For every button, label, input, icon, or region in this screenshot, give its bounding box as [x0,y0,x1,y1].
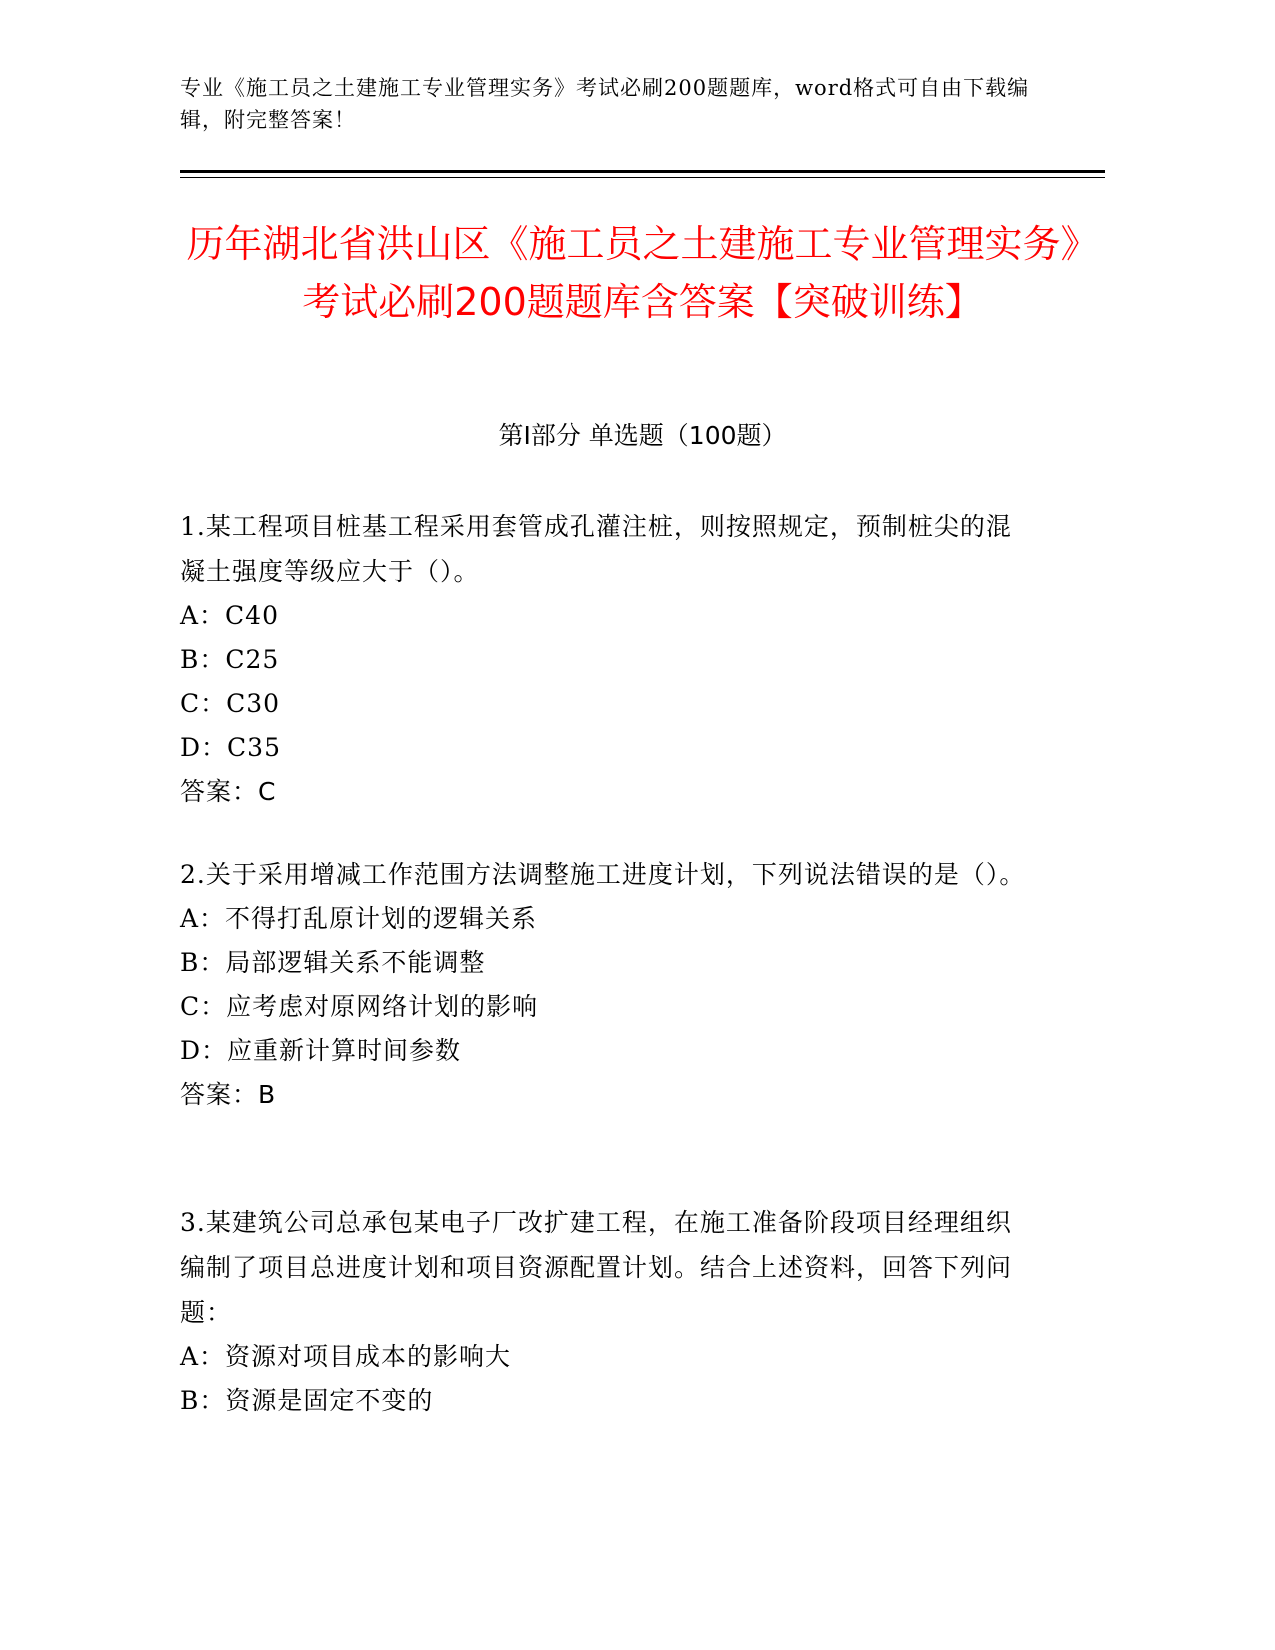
question-stem: 1.某工程项目桩基工程采用套管成孔灌注桩，则按照规定，预制桩尖的混凝土强度等级应大于（）。 [180,512,1012,586]
document-title: 历年湖北省洪山区《施工员之土建施工专业管理实务》考试必刷200题题库含答案【突破训练】 [186,222,1099,324]
option-b: B：C25 [180,645,280,674]
question-stem: 2.关于采用增减工作范围方法调整施工进度计划，下列说法错误的是（）。 [180,860,1026,889]
answer: 答案：B [180,1080,277,1109]
question-3 [180,1200,1030,1423]
option-d: D：C35 [180,733,281,762]
option-c: C：应考虑对原网络计划的影响 [180,992,539,1021]
header-note: 专业《施工员之土建施工专业管理实务》考试必刷200题题库，word格式可自由下载编辑，附完整答案！ [180,76,1030,132]
header-divider-thick [180,170,1105,173]
header-divider-thin [180,177,1105,178]
option-b: B：局部逻辑关系不能调整 [180,948,486,977]
answer: 答案：C [180,777,277,806]
section-heading: 第I部分 单选题（100题） [498,421,787,450]
option-c: C：C30 [180,689,281,718]
option-d: D：应重新计算时间参数 [180,1036,462,1065]
option-b: B：资源是固定不变的 [180,1386,434,1415]
option-a: A：不得打乱原计划的逻辑关系 [180,904,538,933]
question-stem: 3.某建筑公司总承包某电子厂改扩建工程，在施工准备阶段项目经理组织编制了项目总进度计划和项目资源配置计划。结合上述资料，回答下列问题： [180,1208,1013,1327]
question-1 [180,504,1030,814]
question-2 [180,852,1030,1117]
option-a: A：C40 [180,601,279,630]
option-a: A：资源对项目成本的影响大 [180,1342,512,1371]
